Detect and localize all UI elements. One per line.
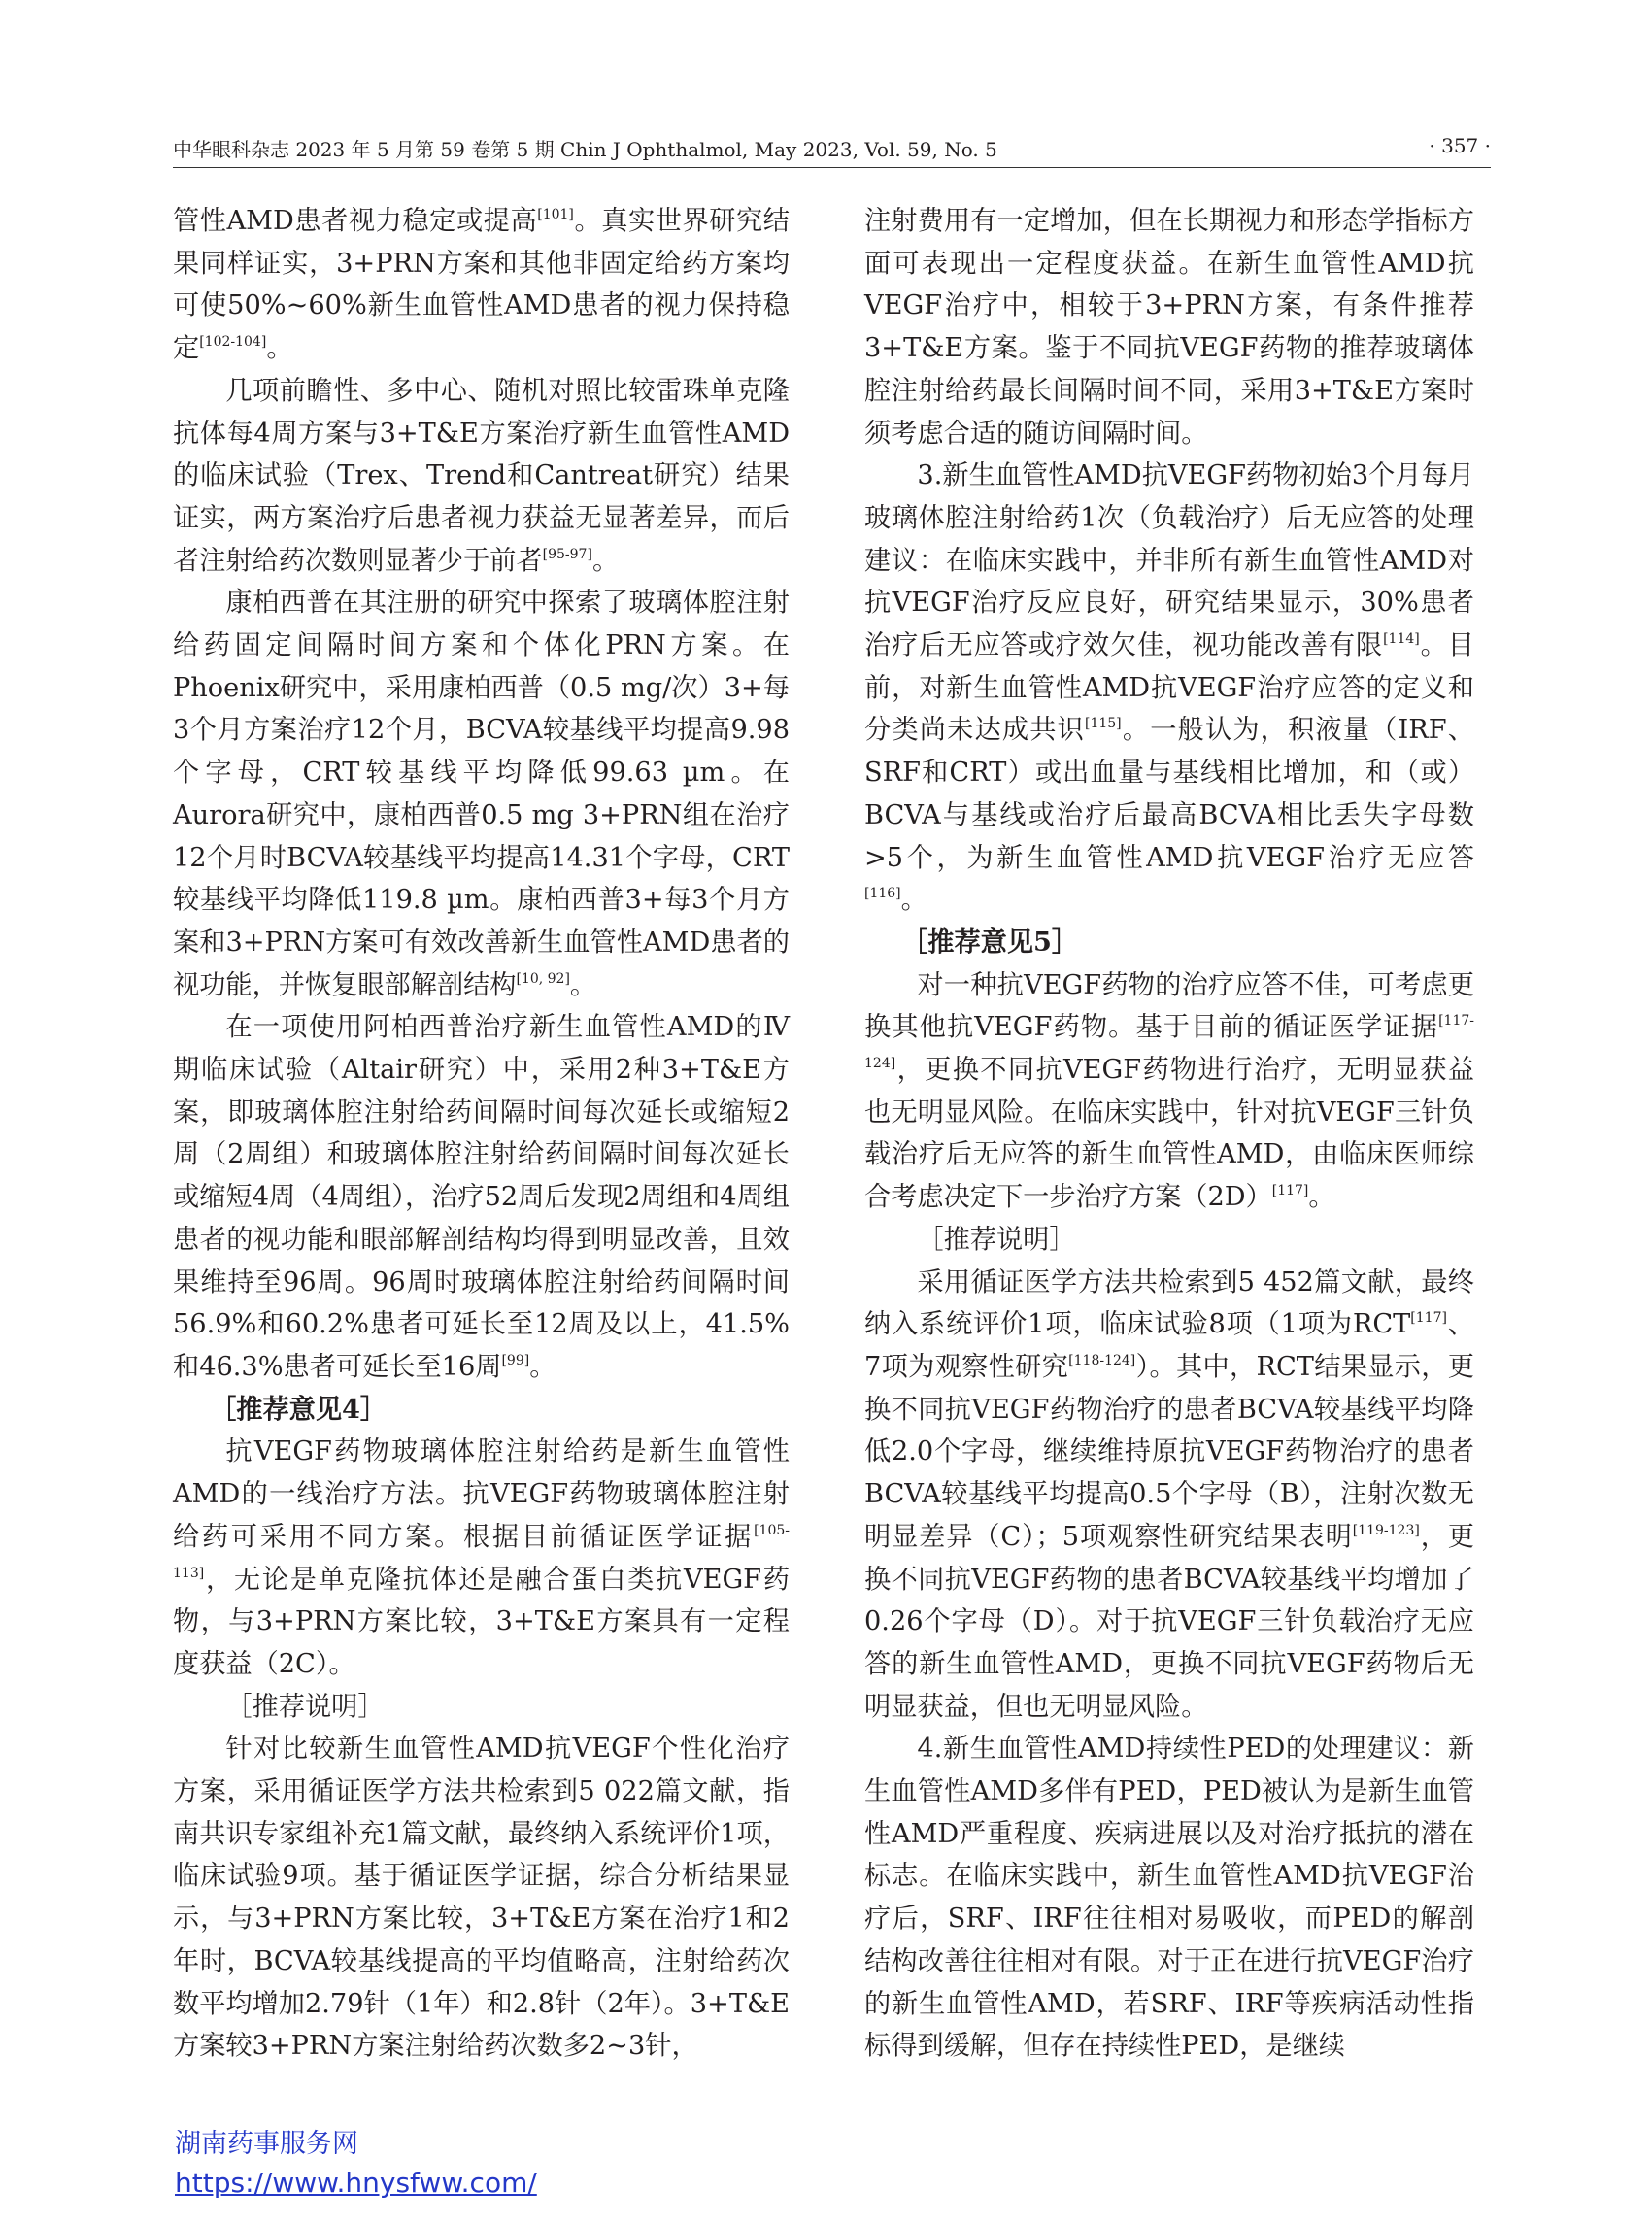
citation: [116] (864, 886, 901, 902)
explanation-heading: ［推荐说明］ (917, 1224, 1076, 1255)
citation: [105-113] (173, 1522, 790, 1581)
watermark-name: 湖南药事服务网 (175, 2129, 358, 2159)
citation: [114] (1383, 631, 1420, 648)
paragraph: 3.新生血管性AMD抗VEGF药物初始3个月每月玻璃体腔注射给药1次（负载治疗）后无应答的处理建议：在临床实践中，并非所有新生血管性AMD对抗VEGF治疗反应良好，研究结果显示，30%患者治疗后无应答或疗效欠佳，视功能改善有限[114]。目前，对新生血管性AMD抗VEGF治疗应答的定义和分类尚未达成共识[115]。一般认为，积液量（IRF、SRF和CRT）或出血量与基线相比增加，和（或）BCVA与基线或治疗后最高BCVA相比丢失字母数>5个，为新生血管性AMD抗VEGF治疗无应答[116]。 (864, 460, 1474, 916)
recommendation-heading: ［推荐意见4］ (210, 1393, 388, 1425)
citation: [118-124] (1068, 1352, 1136, 1368)
page-number: · 357 · (1429, 134, 1491, 157)
citation: [119-123] (1352, 1522, 1420, 1538)
left-column (173, 200, 790, 2068)
citation: [117] (1410, 1310, 1447, 1327)
paragraph: 针对比较新生血管性AMD抗VEGF个性化治疗方案，采用循证医学方法共检索到5 022篇文献，指南共识专家组补充1篇文献，最终纳入系统评价1项，临床试验9项。基于循证医学证据，综合分析结果显示，与3+PRN方案比较，3+T&E方案在治疗1和2年时，BCVA较基线提高的平均值略高，注射给药次数平均增加2.79针（1年）和2.8针（2年）。3+T&E方案较3+PRN方案注射给药次数多2~3针， (173, 1734, 790, 2062)
citation: [102-104] (199, 334, 267, 351)
paragraph: 在一项使用阿柏西普治疗新生血管性AMD的Ⅳ期临床试验（Altair研究）中，采用2种3+T&E方案，即玻璃体腔注射给药间隔时间每次延长或缩短2周（2周组）和玻璃体腔注射给药间隔时间每次延长或缩短4周（4周组），治疗52周后发现2周组和4周组患者的视功能和眼部解剖结构均得到明显改善，且效果维持至96周。96周时玻璃体腔注射给药间隔时间56.9%和60.2%患者可延长至12周及以上，41.5%和46.3%患者可延长至16周[99]。 (173, 1012, 790, 1382)
explanation-heading: ［推荐说明］ (225, 1691, 385, 1722)
right-column (864, 200, 1474, 2068)
running-header (173, 128, 1491, 168)
citation: [115] (1084, 716, 1122, 732)
paragraph: 管性AMD患者视力稳定或提高[101]。真实世界研究结果同样证实，3+PRN方案和其他非固定给药方案均可使50%~60%新生血管性AMD患者的视力保持稳定[102-104]。 (173, 206, 790, 364)
citation: [95-97] (542, 546, 592, 562)
citation: [117] (1271, 1183, 1309, 1199)
citation: [10, 92] (516, 970, 570, 987)
watermark (175, 2125, 537, 2203)
citation: [117-124] (864, 1013, 1474, 1072)
paragraph: 对一种抗VEGF药物的治疗应答不佳，可考虑更换其他抗VEGF药物。基于目前的循证医学证据[117-124]，更换不同抗VEGF药物进行治疗，无明显获益也无明显风险。在临床实践中，针对抗VEGF三针负载治疗后无应答的新生血管性AMD，由临床医师综合考虑决定下一步治疗方案（2D）[117]。 (864, 969, 1474, 1213)
paragraph: 注射费用有一定增加，但在长期视力和形态学指标方面可表现出一定程度获益。在新生血管性AMD抗VEGF治疗中，相较于3+PRN方案，有条件推荐3+T&E方案。鉴于不同抗VEGF药物的推荐玻璃体腔注射给药最长间隔时间不同，采用3+T&E方案时须考虑合适的随访间隔时间。 (864, 206, 1474, 449)
paragraph: 几项前瞻性、多中心、随机对照比较雷珠单克隆抗体每4周方案与3+T&E方案治疗新生血管性AMD的临床试验（Trex、Trend和Cantreat研究）结果证实，两方案治疗后患者视力获益无显著差异，而后者注射给药次数则显著少于前者[95-97]。 (173, 375, 790, 576)
citation: [99] (501, 1352, 530, 1368)
citation: [101] (537, 207, 574, 222)
paragraph: 康柏西普在其注册的研究中探索了玻璃体腔注射给药固定间隔时间方案和个体化PRN方案。在Phoenix研究中，采用康柏西普（0.5 mg/次）3+每3个月方案治疗12个月，BCVA较基线平均提高9.98个字母，CRT较基线平均降低99.63 µm。在Aurora研究中，康柏西普0.5 mg 3+PRN组在治疗12个月时BCVA较基线平均提高14.31个字母，CRT较基线平均降低119.8 µm。康柏西普3+每3个月方案和3+PRN方案可有效改善新生血管性AMD患者的视功能，并恢复眼部解剖结构[10, 92]。 (173, 588, 790, 1000)
paragraph: 采用循证医学方法共检索到5 452篇文献，最终纳入系统评价1项，临床试验8项（1项为RCT[117]、7项为观察性研究[118-124]）。其中，RCT结果显示，更换不同抗VEGF药物治疗的患者BCVA较基线平均降低2.0个字母，继续维持原抗VEGF药物治疗的患者BCVA较基线平均提高0.5个字母（B），注射次数无明显差异（C）；5项观察性研究结果表明[119-123]，更换不同抗VEGF药物的患者BCVA较基线平均增加了0.26个字母（D）。对于抗VEGF三针负载治疗无应答的新生血管性AMD，更换不同抗VEGF药物后无明显获益，但也无明显风险。 (864, 1266, 1474, 1722)
recommendation-heading: ［推荐意见5］ (901, 926, 1079, 958)
watermark-link[interactable]: https://www.hnysfww.com/ (175, 2167, 537, 2199)
paragraph: 4.新生血管性AMD持续性PED的处理建议：新生血管性AMD多伴有PED，PED被认为是新生血管性AMD严重程度、疾病进展以及对治疗抵抗的潜在标志。在临床实践中，新生血管性AMD抗VEGF治疗后，SRF、IRF往往相对易吸收，而PED的解剖结构改善往往相对有限。对于正在进行抗VEGF治疗的新生血管性AMD，若SRF、IRF等疾病活动性指标得到缓解，但存在持续性PED，是继续 (864, 1734, 1474, 2062)
journal-citation: 中华眼科杂志 2023 年 5 月第 59 卷第 5 期 Chin J Ophthalmol, May 2023, Vol. 59, No. 5 (173, 138, 997, 161)
paragraph: 抗VEGF药物玻璃体腔注射给药是新生血管性AMD的一线治疗方法。抗VEGF药物玻璃体腔注射给药可采用不同方案。根据目前循证医学证据[105-113]，无论是单克隆抗体还是融合蛋白类抗VEGF药物，与3+PRN方案比较，3+T&E方案具有一定程度获益（2C）。 (173, 1436, 790, 1679)
